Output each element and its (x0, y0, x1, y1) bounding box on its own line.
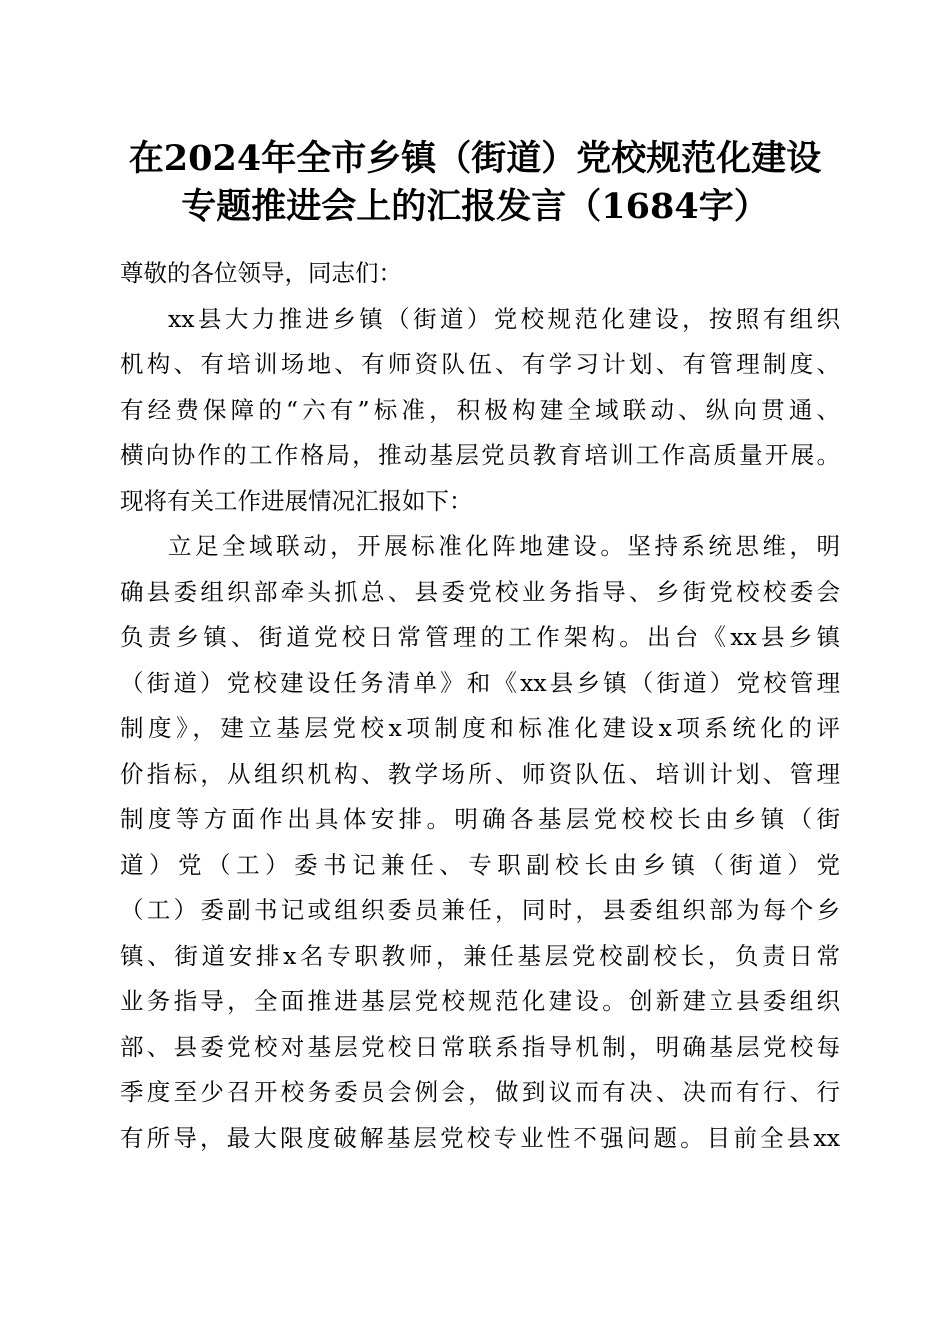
paragraph-line: （街道）党校建设任务清单》和《xx县乡镇（街道）党校管理 (120, 668, 840, 697)
paragraph-line: 道）党（工）委书记兼任、专职副校长由乡镇（街道）党 (120, 850, 840, 879)
document-body (120, 251, 840, 1161)
paragraph-line: 现将有关工作进展情况汇报如下： (120, 486, 473, 515)
paragraph-line: 部、县委党校对基层党校日常联系指导机制，明确基层党校每 (120, 1032, 840, 1061)
paragraph-line: （工）委副书记或组织委员兼任，同时，县委组织部为每个乡 (120, 896, 840, 924)
document-title-line-2: 专题推进会上的汇报发言（1684字） (181, 186, 769, 227)
paragraph-line: 机构、有培训场地、有师资队伍、有学习计划、有管理制度、 (120, 350, 840, 378)
paragraph-1 (120, 297, 840, 525)
paragraph-line: 有所导，最大限度破解基层党校专业性不强问题。目前全县xx (120, 1123, 840, 1152)
paragraph-line: 横向协作的工作格局，推动基层党员教育培训工作高质量开展。 (120, 441, 840, 469)
paragraph-line: 负责乡镇、街道党校日常管理的工作架构。出台《xx县乡镇 (120, 623, 840, 651)
document-title-line-1: 在2024年全市乡镇（街道）党校规范化建设 (128, 138, 822, 179)
paragraph-line: 镇、街道安排x名专职教师，兼任基层党校副校长，负责日常 (120, 941, 840, 970)
paragraph-line: 制度等方面作出具体安排。明确各基层党校校长由乡镇（街 (120, 805, 840, 833)
paragraph-line: 价指标，从组织机构、教学场所、师资队伍、培训计划、管理 (120, 759, 840, 788)
paragraph-line: 有经费保障的“六有”标准，积极构建全域联动、纵向贯通、 (120, 395, 840, 424)
paragraph-line: xx县大力推进乡镇（街道）党校规范化建设，按照有组织 (168, 304, 840, 333)
paragraph-line: 业务指导，全面推进基层党校规范化建设。创新建立县委组织 (120, 987, 840, 1015)
paragraph-line: 季度至少召开校务委员会例会，做到议而有决、决而有行、行 (120, 1078, 840, 1106)
paragraph-line: 制度》，建立基层党校x项制度和标准化建设x项系统化的评 (120, 714, 840, 742)
paragraph-line: 确县委组织部牵头抓总、县委党校业务指导、乡街党校校委会 (120, 577, 840, 606)
paragraph-2 (120, 524, 840, 1161)
paragraph-line: 立足全域联动，开展标准化阵地建设。坚持系统思维，明 (168, 532, 840, 560)
salutation: 尊敬的各位领导，同志们： (120, 259, 402, 287)
